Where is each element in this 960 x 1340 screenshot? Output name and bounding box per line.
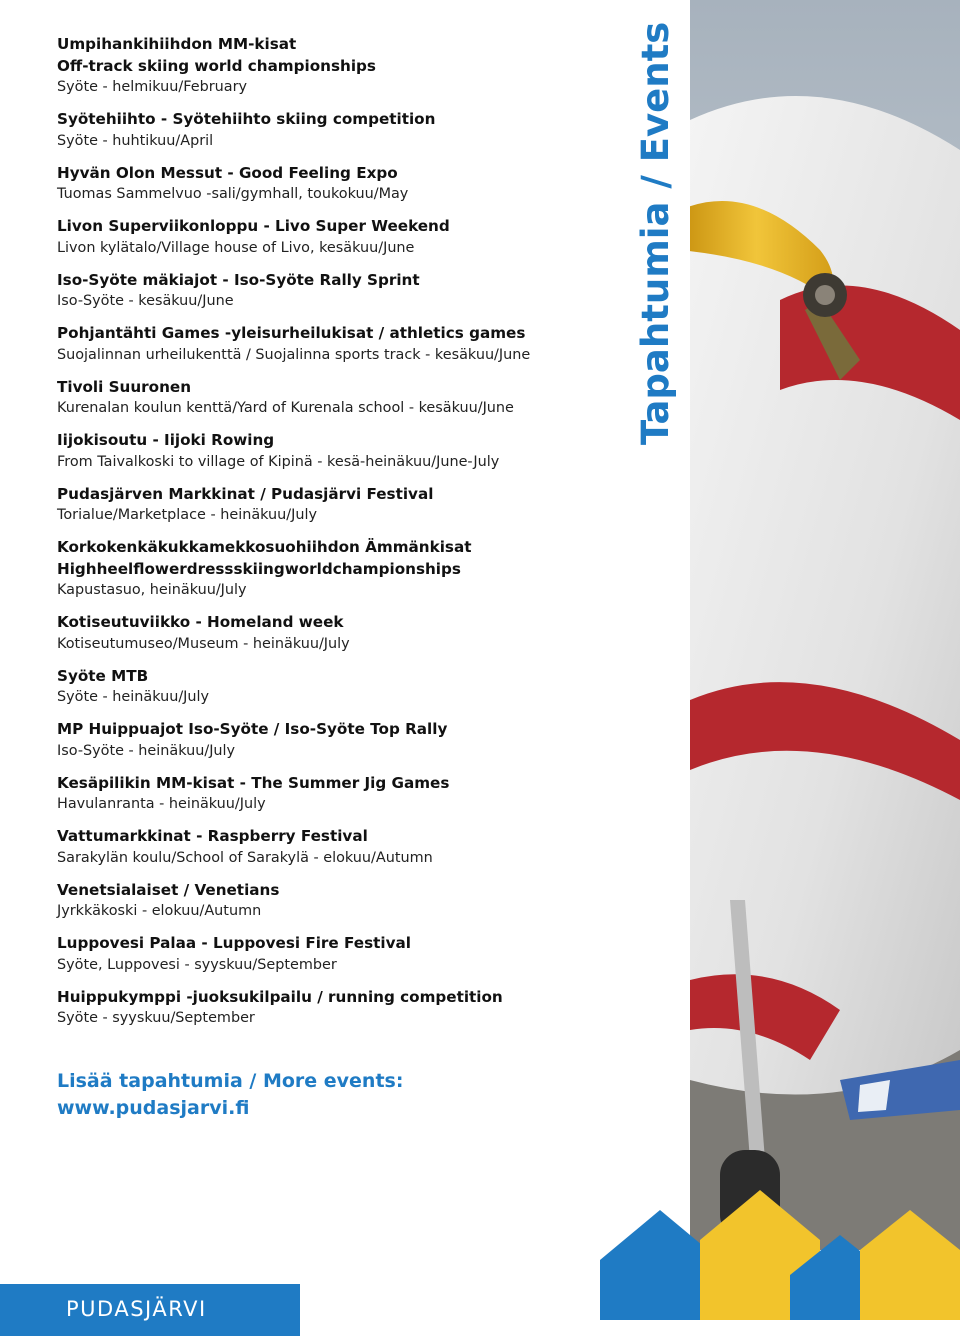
event-item — [57, 933, 617, 976]
event-item — [57, 987, 617, 1030]
event-item — [57, 430, 617, 473]
event-details: Syöte - heinäkuu/July — [57, 689, 210, 705]
event-item — [57, 34, 617, 99]
event-details: Sarakylän koulu/School of Sarakylä - elokuu/Autumn — [57, 849, 433, 866]
event-title: Iso-Syöte mäkiajot - Iso-Syöte Rally Sprint — [57, 270, 420, 289]
event-title: Syöte MTB — [57, 666, 149, 685]
event-title: Venetsialaiset / Venetians — [57, 880, 280, 899]
event-details: Livon kylätalo/Village house of Livo, kesäkuu/June — [57, 239, 415, 256]
event-item — [57, 719, 617, 762]
event-title: MP Huippuajot Iso-Syöte / Iso-Syöte Top Rally — [57, 720, 448, 738]
event-details: Kotiseutumuseo/Museum - heinäkuu/July — [57, 635, 350, 652]
event-item — [57, 666, 617, 709]
event-title: Kesäpilikin MM-kisat - The Summer Jig Games — [57, 773, 450, 792]
event-details: Iso-Syöte - kesäkuu/June — [57, 293, 234, 309]
event-details: Torialue/Marketplace - heinäkuu/July — [57, 507, 317, 523]
event-item — [57, 826, 617, 869]
event-item — [57, 484, 617, 527]
event-details: From Taivalkoski to village of Kipinä - kesä-heinäkuu/June-July — [57, 453, 500, 470]
event-details: Jyrkkäkoski - elokuu/Autumn — [57, 903, 262, 919]
airplane-photo — [690, 0, 960, 1336]
event-title: Luppovesi Palaa - Luppovesi Fire Festival — [57, 934, 411, 952]
event-title-en: Off-track skiing world championships — [57, 56, 376, 75]
event-title: Kotiseutuviikko - Homeland week — [57, 613, 344, 631]
event-details: Syöte - helmikuu/February — [57, 79, 248, 95]
airplane-photo-illustration — [690, 0, 960, 1336]
event-item — [57, 377, 617, 420]
side-title: Tapahtumia / Events — [634, 21, 677, 445]
more-events-label: Lisää tapahtumia / More events: — [57, 1070, 404, 1092]
event-title: Pohjantähti Games -yleisurheilukisat / athletics games — [57, 324, 526, 342]
event-list — [57, 34, 617, 1040]
event-title: Pudasjärven Markkinat / Pudasjärvi Festival — [57, 484, 434, 503]
event-item — [57, 323, 617, 366]
website-link[interactable]: www.pudasjarvi.fi — [57, 1097, 250, 1119]
event-item — [57, 216, 617, 259]
event-details: Kapustasuo, heinäkuu/July — [57, 582, 247, 598]
event-title: Livon Superviikonloppu - Livo Super Weekend — [57, 217, 450, 235]
event-item — [57, 109, 617, 152]
event-title: Hyvän Olon Messut - Good Feeling Expo — [57, 163, 398, 182]
event-item — [57, 537, 617, 602]
event-details: Syöte, Luppovesi - syyskuu/September — [57, 956, 337, 973]
event-title: Syötehiihto - Syötehiihto skiing competition — [57, 110, 436, 128]
event-item — [57, 612, 617, 655]
event-item — [57, 773, 617, 816]
event-details: Kurenalan koulun kenttä/Yard of Kurenala school - kesäkuu/June — [57, 400, 514, 416]
town-logo-icon — [400, 1190, 960, 1336]
event-details: Syöte - syyskuu/September — [57, 1010, 255, 1026]
event-details: Havulanranta - heinäkuu/July — [57, 796, 266, 812]
side-title-svg — [600, 20, 690, 450]
event-title: Umpihankihiihdon MM-kisat — [57, 35, 297, 53]
event-title: Iijokisoutu - Iijoki Rowing — [57, 431, 275, 449]
event-title: Vattumarkkinat - Raspberry Festival — [57, 827, 368, 845]
event-item — [57, 270, 617, 313]
more-events — [57, 1068, 577, 1122]
event-details: Iso-Syöte - heinäkuu/July — [57, 742, 236, 759]
event-details: Syöte - huhtikuu/April — [57, 132, 214, 149]
event-title: Tivoli Suuronen — [57, 377, 192, 396]
event-title: Korkokenkäkukkamekkosuohiihdon Ämmänkisat — [57, 538, 472, 556]
event-title-en: Highheelflowerdressskiingworldchampionships — [57, 559, 461, 578]
event-item — [57, 163, 617, 206]
event-title: Huippukymppi -juoksukilpailu / running competition — [57, 987, 503, 1006]
side-title-region — [600, 20, 690, 450]
event-details: Suojalinnan urheilukenttä / Suojalinna sports track - kesäkuu/June — [57, 346, 531, 363]
event-item — [57, 880, 617, 923]
event-details: Tuomas Sammelvuo -sali/gymhall, toukokuu/May — [57, 186, 409, 202]
brand-name: PUDASJÄRVI — [66, 1297, 207, 1321]
